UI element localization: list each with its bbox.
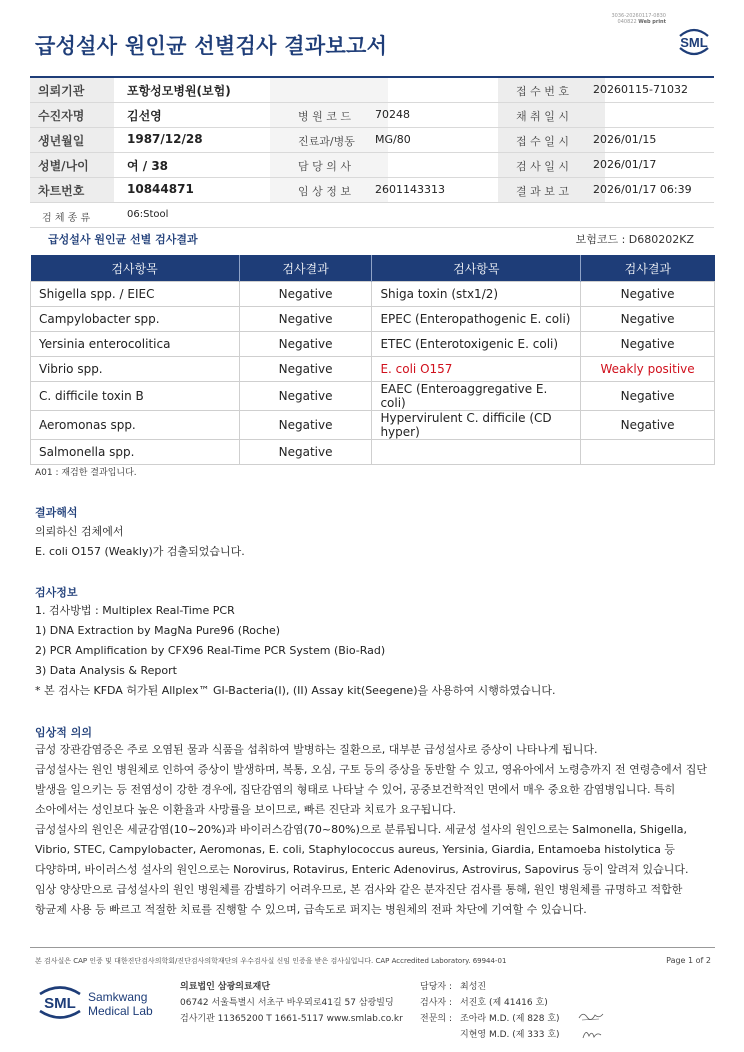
insurance-code: 보험코드 : D680202KZ	[575, 233, 694, 246]
info-label: 담 당 의 사	[298, 160, 351, 173]
test-result: Negative	[581, 307, 715, 332]
table-row	[31, 411, 715, 440]
test-info-title: 검사정보	[35, 586, 78, 599]
test-item: Yersinia enterocolitica	[31, 332, 240, 357]
text-line: 다양하며, 바이러스성 설사의 원인으로는 Norovirus, Rotavirus, Enteric Adenovirus, Astrovirus, Sapovirus 등이 알려져 있습니다.	[35, 863, 689, 876]
test-item: Shiga toxin (stx1/2)	[372, 282, 581, 307]
test-item: Hypervirulent C. difficile (CD hyper)	[372, 411, 581, 440]
info-label: 성별/나이	[38, 159, 89, 173]
specimen-value: 06:Stool	[127, 209, 169, 220]
table-row	[31, 307, 715, 332]
page-number: Page 1 of 2	[666, 956, 711, 965]
test-item: C. difficile toxin B	[31, 382, 240, 411]
test-item	[372, 440, 581, 465]
test-item: Campylobacter spp.	[31, 307, 240, 332]
test-item: Shigella spp. / EIEC	[31, 282, 240, 307]
footer-divider	[30, 947, 715, 948]
info-value: 1987/12/28	[127, 132, 203, 146]
info-value: MG/80	[375, 133, 411, 146]
svg-text:Samkwang: Samkwang	[88, 990, 148, 1004]
info-label: 수진자명	[38, 109, 85, 123]
organization-address: 06742 서울특별시 서초구 바우뫼로41길 57 삼광빌딩	[180, 998, 394, 1008]
footer-sml-logo	[38, 980, 163, 1028]
table-row	[31, 382, 715, 411]
sml-logo	[675, 23, 713, 61]
retest-note: A01 : 재검한 결과입니다.	[35, 468, 137, 478]
specimen-row	[30, 203, 714, 228]
header-test-item-1: 검사항목	[31, 255, 240, 282]
info-value: 2026/01/17 06:39	[593, 183, 692, 196]
test-result: Negative	[239, 440, 372, 465]
organization-contact: 검사기관 11365200 T 1661-5117 www.smlab.co.kr	[180, 1014, 403, 1024]
info-label: 의뢰기관	[38, 84, 85, 98]
organization-info	[180, 979, 403, 1027]
test-info-text	[35, 601, 556, 701]
test-item: Salmonella spp.	[31, 440, 240, 465]
results-section-title: 급성설사 원인균 선별 검사결과	[48, 233, 198, 246]
document-code: 3036-20260117-0830 040822 Web print	[611, 13, 666, 25]
test-result: Negative	[239, 307, 372, 332]
table-row	[31, 282, 715, 307]
test-item: ETEC (Enterotoxigenic E. coli)	[372, 332, 581, 357]
info-row	[30, 153, 714, 178]
info-value: 2026/01/17	[593, 158, 657, 171]
text-line: 1) DNA Extraction by MagNa Pure96 (Roche)	[35, 624, 281, 637]
table-row	[31, 357, 715, 382]
text-line: 급성설사의 원인은 세균감염(10~20%)과 바이러스감염(70~80%)으로 분류됩니다. 세균성 설사의 원인으로는 Salmonella, Shigella,	[35, 823, 688, 836]
text-line: 급성설사는 원인 병원체로 인하여 증상이 발생하며, 복통, 오심, 구토 등의 증상을 동반할 수 있고, 영유아에서 노령층까지 전 연령층에서 집단	[35, 763, 707, 776]
info-value: 여 / 38	[127, 159, 169, 173]
text-line: 1. 검사방법 : Multiplex Real-Time PCR	[35, 604, 235, 617]
staff-row: 담당자 : 최성진	[420, 982, 487, 992]
test-result: Negative	[581, 382, 715, 411]
info-row	[30, 128, 714, 153]
header-test-item-2: 검사항목	[372, 255, 581, 282]
text-line: 소아에서는 성인보다 높은 이환율과 사망률을 보이므로, 빠른 진단과 치료가 요구됩니다.	[35, 803, 456, 816]
info-row	[30, 103, 714, 128]
report-title: 급성설사 원인균 선별검사 결과보고서	[35, 34, 388, 58]
text-line: 급성 장관감염증은 주로 오염된 물과 식품을 섭취하여 발병하는 질환으로, 대부분 급성설사로 증상이 나타나게 됩니다.	[35, 743, 598, 756]
clinical-text	[35, 740, 707, 920]
test-result: Negative	[239, 332, 372, 357]
staff-row: 전문의 : 조아라 M.D. (제 828 호)	[420, 1014, 560, 1024]
test-result: Negative	[581, 332, 715, 357]
text-line: E. coli O157 (Weakly)가 검출되었습니다.	[35, 545, 245, 558]
info-label: 생년월일	[38, 134, 85, 148]
info-value: 20260115-71032	[593, 83, 688, 96]
svg-text:Medical Lab: Medical Lab	[88, 1004, 153, 1018]
test-item: E. coli O157	[372, 357, 581, 382]
test-result: Negative	[239, 357, 372, 382]
header-result-1: 검사결과	[239, 255, 372, 282]
info-label: 접 수 일 시	[516, 135, 569, 148]
test-result	[581, 440, 715, 465]
info-label: 채 취 일 시	[516, 110, 569, 123]
test-result: Negative	[239, 411, 372, 440]
info-value: 포항성모병원(보험)	[127, 84, 231, 98]
info-value: 2601143313	[375, 183, 445, 196]
svg-text:SML: SML	[44, 995, 76, 1012]
results-table	[30, 255, 715, 465]
test-result: Weakly positive	[581, 357, 715, 382]
info-value: 70248	[375, 108, 410, 121]
text-line: 의뢰하신 검체에서	[35, 525, 124, 538]
info-row	[30, 78, 714, 103]
staff-list	[420, 979, 560, 1043]
info-label: 결 과 보 고	[516, 185, 569, 198]
text-line: Vibrio, STEC, Campylobacter, Aeromonas, E. coli, Staphylococcus aureus, Yersinia, Giardia, Entamoeba histolytica 등	[35, 843, 675, 856]
test-item: Aeromonas spp.	[31, 411, 240, 440]
info-label: 병 원 코 드	[298, 110, 351, 123]
organization-name: 의료법인 삼광의료재단	[180, 982, 271, 992]
info-row	[30, 178, 714, 203]
accreditation-note: 본 검사실은 CAP 인증 및 대한진단검사의학회/진단검사의학재단의 우수검사실 신임 인증을 받은 검사실입니다. CAP Accredited Laboratory. 69944-01	[35, 957, 507, 965]
test-result: Negative	[581, 282, 715, 307]
text-line: 임상 양상만으로 급성설사의 원인 병원체를 감별하기 어려우므로, 본 검사와 같은 분자진단 검사를 통해, 원인 병원체를 규명하고 적합한	[35, 883, 683, 896]
info-label: 차트번호	[38, 184, 85, 198]
patient-info-table	[30, 76, 714, 228]
info-value: 김선영	[127, 109, 162, 123]
interpretation-text	[35, 522, 245, 562]
test-result: Negative	[581, 411, 715, 440]
interpretation-title: 결과해석	[35, 506, 78, 519]
info-label: 임 상 정 보	[298, 185, 351, 198]
info-value: 2026/01/15	[593, 133, 657, 146]
test-item: Vibrio spp.	[31, 357, 240, 382]
table-row	[31, 332, 715, 357]
text-line: 3) Data Analysis & Report	[35, 664, 177, 677]
test-item: EPEC (Enteropathogenic E. coli)	[372, 307, 581, 332]
results-header-row	[31, 255, 715, 282]
test-result: Negative	[239, 282, 372, 307]
text-line: * 본 검사는 KFDA 허가된 Allplex™ GI-Bacteria(I), (II) Assay kit(Seegene)을 사용하여 시행하였습니다.	[35, 684, 556, 697]
text-line: 항균제 사용 등 빠르고 적절한 치료를 진행할 수 있으며, 급속도로 퍼지는 병원체의 전파 차단에 기여할 수 있습니다.	[35, 903, 587, 916]
info-label: 접 수 번 호	[516, 85, 569, 98]
info-label: 검 사 일 시	[516, 160, 569, 173]
header-result-2: 검사결과	[581, 255, 715, 282]
signature-2	[580, 1025, 604, 1044]
specimen-label: 검 체 종 류	[42, 213, 91, 224]
test-result: Negative	[239, 382, 372, 411]
info-value: 10844871	[127, 182, 194, 196]
test-item: EAEC (Enteroaggregative E. coli)	[372, 382, 581, 411]
staff-row: 검사자 : 서진호 (제 41416 호)	[420, 998, 548, 1008]
text-line: 2) PCR Amplification by CFX96 Real-Time PCR System (Bio-Rad)	[35, 644, 386, 657]
info-label: 진료과/병동	[298, 135, 355, 148]
text-line: 발생을 일으키는 등 전염성이 강한 경우에, 집단감염의 형태로 나타날 수 있어, 공중보건학적인 면에서 매우 중요한 감염병입니다. 특히	[35, 783, 676, 796]
clinical-title: 임상적 의의	[35, 726, 92, 739]
svg-text:SML: SML	[680, 35, 708, 50]
table-row	[31, 440, 715, 465]
staff-row: 지현영 M.D. (제 333 호)	[460, 1030, 560, 1040]
